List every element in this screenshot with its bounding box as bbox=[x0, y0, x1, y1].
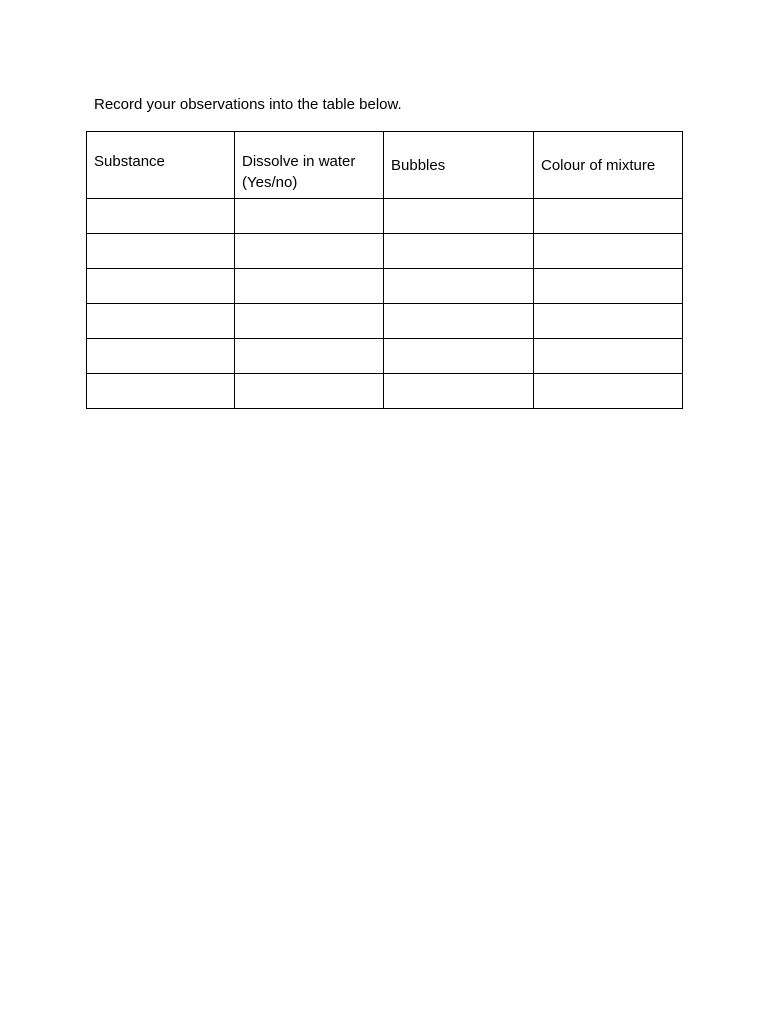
table-cell[interactable] bbox=[534, 304, 683, 339]
header-row bbox=[87, 132, 683, 199]
table-cell[interactable] bbox=[534, 234, 683, 269]
instruction-text: Record your observations into the table below. bbox=[94, 96, 402, 113]
table-row bbox=[87, 339, 683, 374]
table-cell[interactable] bbox=[235, 269, 384, 304]
header-dissolve-in-water bbox=[235, 132, 384, 199]
table-row bbox=[87, 234, 683, 269]
table-header bbox=[87, 132, 683, 199]
table-cell[interactable] bbox=[534, 199, 683, 234]
table-row bbox=[87, 374, 683, 409]
table-cell[interactable] bbox=[87, 374, 235, 409]
table-cell[interactable] bbox=[384, 199, 534, 234]
table-cell[interactable] bbox=[384, 269, 534, 304]
header-dissolve-line1: Dissolve in water bbox=[242, 153, 356, 170]
table-cell[interactable] bbox=[384, 374, 534, 409]
table-row bbox=[87, 269, 683, 304]
table-row bbox=[87, 304, 683, 339]
table-cell[interactable] bbox=[87, 234, 235, 269]
table-cell[interactable] bbox=[235, 304, 384, 339]
table-cell[interactable] bbox=[87, 304, 235, 339]
header-bubbles: Bubbles bbox=[384, 132, 534, 199]
table-cell[interactable] bbox=[235, 234, 384, 269]
table-cell[interactable] bbox=[534, 339, 683, 374]
table-cell[interactable] bbox=[384, 304, 534, 339]
table-cell[interactable] bbox=[235, 339, 384, 374]
table-cell[interactable] bbox=[87, 269, 235, 304]
table-cell[interactable] bbox=[87, 339, 235, 374]
table-cell[interactable] bbox=[534, 269, 683, 304]
table-cell[interactable] bbox=[235, 374, 384, 409]
table-row bbox=[87, 199, 683, 234]
table-cell[interactable] bbox=[87, 199, 235, 234]
table-cell[interactable] bbox=[235, 199, 384, 234]
header-substance: Substance bbox=[87, 132, 235, 199]
header-dissolve-line2: (Yes/no) bbox=[242, 174, 298, 191]
observation-table bbox=[86, 131, 683, 409]
table-cell[interactable] bbox=[384, 339, 534, 374]
table-cell[interactable] bbox=[384, 234, 534, 269]
table-body bbox=[87, 199, 683, 409]
table-cell[interactable] bbox=[534, 374, 683, 409]
header-colour-of-mixture: Colour of mixture bbox=[534, 132, 683, 199]
